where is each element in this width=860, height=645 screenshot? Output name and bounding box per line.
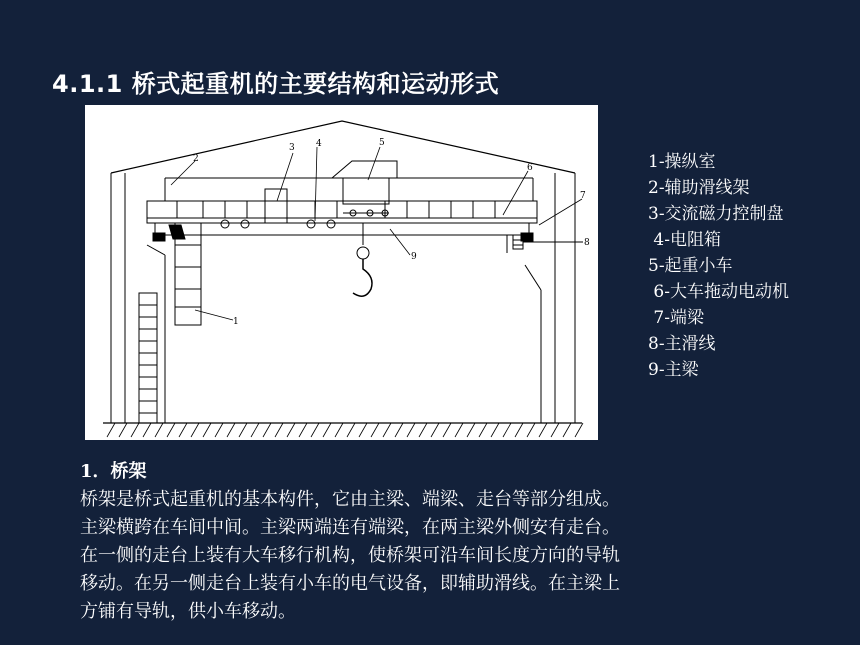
callout-6: 6 xyxy=(527,163,533,173)
ladder xyxy=(139,293,157,423)
legend-item: 4-电阻箱 xyxy=(648,230,721,250)
section-line: 方铺有导轨，供小车移动。 xyxy=(80,601,296,622)
trolley-body xyxy=(343,178,389,204)
legend-item: 3-交流磁力控制盘 xyxy=(648,204,784,224)
ground-hatch xyxy=(107,423,583,437)
section-heading: 1．桥架 xyxy=(80,461,147,482)
bridge-section xyxy=(80,458,850,626)
legend-item: 8-主滑线 xyxy=(648,334,716,354)
slide-title: 4.1.1 桥式起重机的主要结构和运动形式 xyxy=(52,70,500,98)
main-girder xyxy=(147,201,537,223)
crane-diagram xyxy=(85,105,598,440)
lower-girder xyxy=(155,223,529,235)
legend-item: 6-大车拖动电动机 xyxy=(648,282,789,302)
callout-3: 3 xyxy=(289,143,295,153)
callout-8: 8 xyxy=(584,238,590,248)
leader-lines xyxy=(171,147,582,320)
hook xyxy=(353,259,372,296)
legend-item: 9-主梁 xyxy=(648,360,699,380)
legend-item: 2-辅助滑线架 xyxy=(648,178,750,198)
section-line: 在一侧的走台上装有大车移行机构，使桥架可沿车间长度方向的导轨 xyxy=(80,545,620,566)
section-line: 主梁横跨在车间中间。主梁两端连有端梁，在两主梁外侧安有走台。 xyxy=(80,517,620,538)
callout-4: 4 xyxy=(316,139,322,149)
callout-1: 1 xyxy=(233,317,239,327)
section-line: 移动。在另一侧走台上装有小车的电气设备，即辅助滑线。在主梁上 xyxy=(80,573,620,594)
callout-2: 2 xyxy=(193,154,199,164)
legend-item: 7-端梁 xyxy=(648,308,704,328)
callout-9: 9 xyxy=(411,252,417,262)
callout-7: 7 xyxy=(580,191,586,201)
trolley-roof xyxy=(332,161,397,178)
girder-panels xyxy=(177,201,495,218)
component-legend xyxy=(648,149,789,383)
end-beam-left xyxy=(153,233,165,241)
legend-item: 1-操纵室 xyxy=(648,152,716,172)
section-line: 桥架是桥式起重机的基本构件，它由主梁、端梁、走台等部分组成。 xyxy=(80,489,620,510)
roof-outline xyxy=(111,121,575,173)
legend-item: 5-起重小车 xyxy=(648,256,733,276)
callout-5: 5 xyxy=(379,138,385,148)
